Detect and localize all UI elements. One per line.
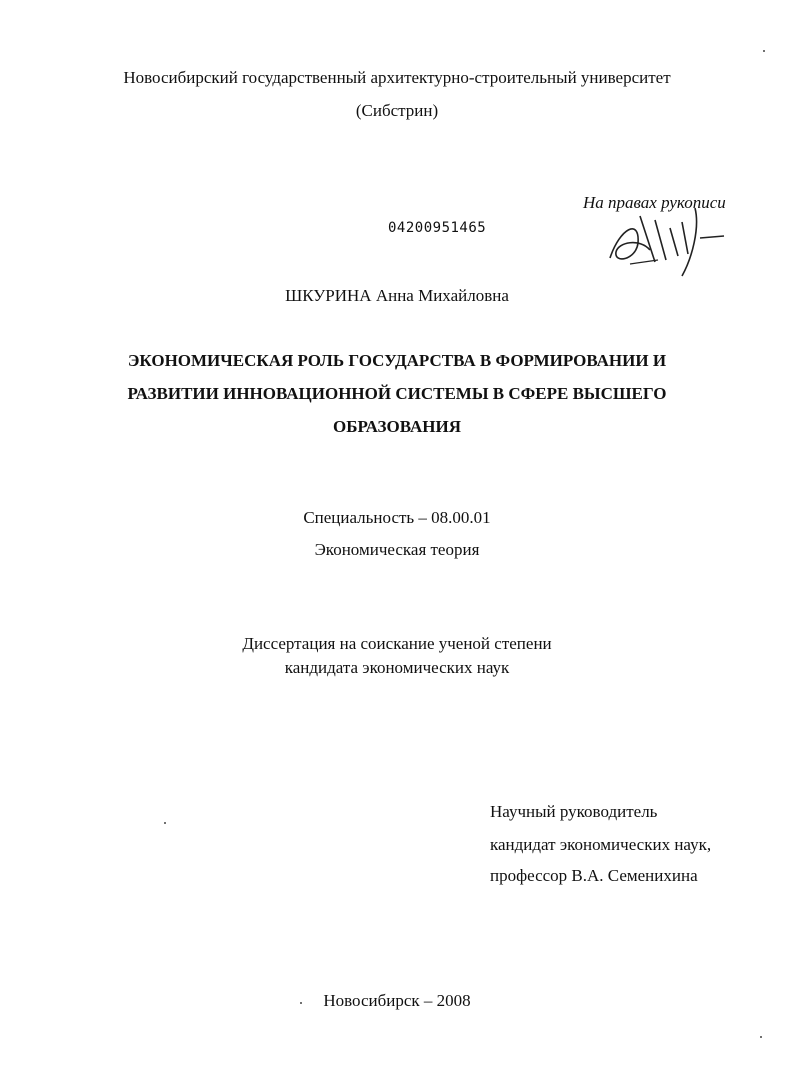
title-line: ОБРАЗОВАНИЯ (333, 417, 461, 436)
advisor-role: Научный руководитель (490, 802, 658, 821)
catalog-number: 04200951465 (388, 220, 487, 236)
advisor-name: профессор В.А. Семенихина (490, 866, 698, 885)
city-year: Новосибирск – 2008 (323, 991, 471, 1010)
author-name: ШКУРИНА Анна Михайловна (285, 286, 509, 305)
specialty-name: Экономическая теория (314, 540, 480, 559)
university-name: Новосибирский государственный архитектурно-строительный университет (123, 68, 671, 87)
university-short-name: (Сибстрин) (355, 101, 439, 120)
degree-line-1: Диссертация на соискание ученой степени (242, 634, 552, 653)
advisor-degree: кандидат экономических наук, (490, 835, 712, 854)
dissertation-title (100, 344, 694, 443)
specialty-code: Специальность – 08.00.01 (303, 508, 491, 527)
manuscript-rights-label: На правах рукописи (583, 193, 726, 212)
scan-speck (763, 50, 765, 52)
scan-speck (164, 822, 166, 824)
degree-line-2: кандидата экономических наук (284, 658, 510, 677)
handwritten-signature (600, 198, 760, 282)
scan-speck (760, 1036, 762, 1038)
title-line: РАЗВИТИИ ИННОВАЦИОННОЙ СИСТЕМЫ В СФЕРЕ ВЫСШЕГО (127, 384, 667, 403)
title-line: ЭКОНОМИЧЕСКАЯ РОЛЬ ГОСУДАРСТВА В ФОРМИРОВАНИИ И (127, 351, 667, 370)
scan-speck (300, 1002, 302, 1004)
